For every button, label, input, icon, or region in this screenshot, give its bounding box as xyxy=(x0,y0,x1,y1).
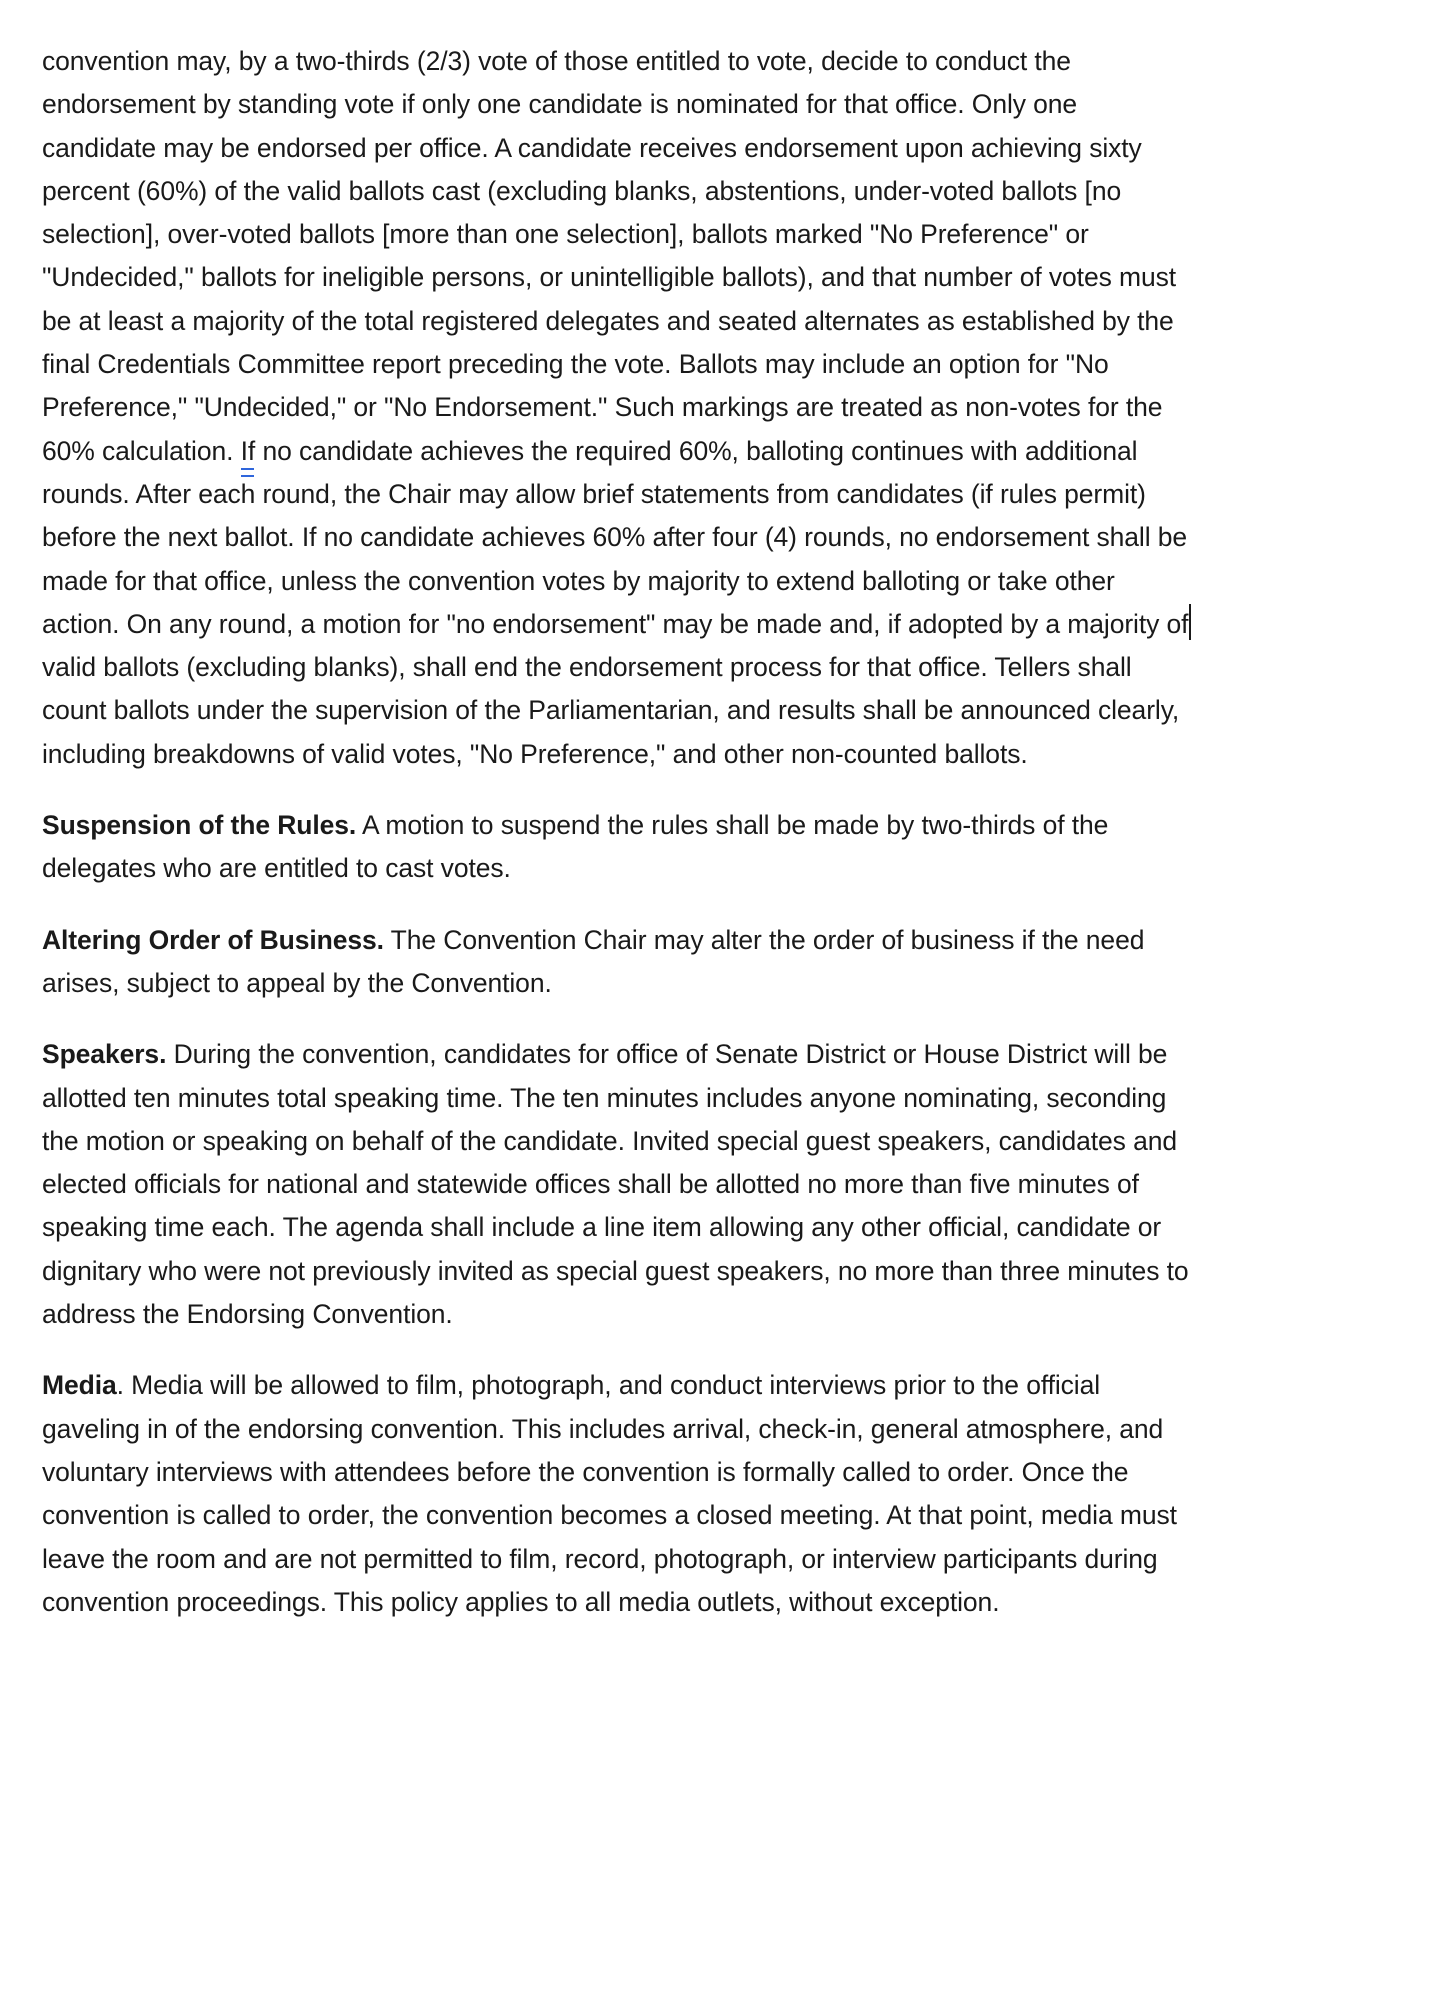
text-line xyxy=(42,256,1410,299)
text-run: endorsement by standing vote if only one candidate is nominated for that office. Only one xyxy=(42,89,1078,120)
text-run: voluntary interviews with attendees before the convention is formally called to order. Once the xyxy=(42,1456,1129,1487)
text-line xyxy=(42,847,1410,890)
text-line xyxy=(42,1033,1410,1076)
text-line xyxy=(42,1120,1410,1163)
text-cursor xyxy=(1189,604,1191,640)
text-line xyxy=(42,804,1410,847)
text-run: including breakdowns of valid votes, "No Preference," and other non-counted ballots. xyxy=(42,738,1028,769)
text-run: 60% calculation. xyxy=(42,435,241,466)
text-run: address the Endorsing Convention. xyxy=(42,1299,453,1330)
paragraph-speakers xyxy=(42,1033,1410,1336)
text-run: The Convention Chair may alter the order of business if the need xyxy=(383,924,1145,955)
text-run: percent (60%) of the valid ballots cast (excluding blanks, abstentions, under-voted ballots [no xyxy=(42,175,1122,206)
text-line xyxy=(42,1293,1410,1336)
text-line xyxy=(42,1250,1410,1293)
paragraph-lead: Media xyxy=(42,1370,117,1401)
text-line xyxy=(42,300,1410,343)
text-line xyxy=(42,473,1410,516)
text-run: be at least a majority of the total registered delegates and seated alternates as established by the xyxy=(42,305,1174,336)
text-line xyxy=(42,40,1410,83)
text-line xyxy=(42,1581,1410,1624)
text-run: selection], over-voted ballots [more than one selection], ballots marked "No Preference" or xyxy=(42,219,1089,250)
text-run: dignitary who were not previously invited as special guest speakers, no more than three minutes to xyxy=(42,1255,1189,1286)
paragraph-lead: Suspension of the Rules. xyxy=(42,810,357,841)
text-line xyxy=(42,1408,1410,1451)
paragraph-endorsement-voting-rules xyxy=(42,40,1410,776)
text-run: no candidate achieves the required 60%, balloting continues with additional xyxy=(255,435,1138,466)
paragraph-altering-order-of-business xyxy=(42,919,1410,1006)
grammar-flagged-word[interactable]: If xyxy=(241,430,256,473)
text-line xyxy=(42,1494,1410,1537)
paragraph-media xyxy=(42,1364,1410,1624)
text-run: convention may, by a two-thirds (2/3) vote of those entitled to vote, decide to conduct the xyxy=(42,46,1071,76)
paragraph-lead: Speakers. xyxy=(42,1039,167,1070)
text-run: arises, subject to appeal by the Convention. xyxy=(42,967,552,998)
text-line xyxy=(42,516,1410,559)
text-line xyxy=(42,1364,1410,1407)
text-run: made for that office, unless the convention votes by majority to extend balloting or take other xyxy=(42,565,1115,596)
text-line xyxy=(42,560,1410,603)
text-line xyxy=(42,733,1410,776)
text-run: leave the room and are not permitted to film, record, photograph, or interview participants during xyxy=(42,1543,1158,1574)
text-line xyxy=(42,83,1410,126)
text-line xyxy=(42,1206,1410,1249)
text-run: valid ballots (excluding blanks), shall end the endorsement process for that office. Tellers shall xyxy=(42,652,1132,683)
text-line xyxy=(42,646,1410,689)
paragraph-suspension-of-the-rules xyxy=(42,804,1410,891)
text-line xyxy=(42,1077,1410,1120)
text-line xyxy=(42,1163,1410,1206)
text-run: the motion or speaking on behalf of the candidate. Invited special guest speakers, candidates and xyxy=(42,1125,1177,1156)
text-run: gaveling in of the endorsing convention. This includes arrival, check-in, general atmosphere, and xyxy=(42,1413,1164,1444)
text-run: convention proceedings. This policy applies to all media outlets, without exception. xyxy=(42,1586,1000,1617)
text-line xyxy=(42,343,1410,386)
text-run: delegates who are entitled to cast votes. xyxy=(42,853,511,884)
text-run: convention is called to order, the convention becomes a closed meeting. At that point, media must xyxy=(42,1500,1177,1531)
text-line xyxy=(42,213,1410,256)
text-run: rounds. After each round, the Chair may allow brief statements from candidates (if rules permit) xyxy=(42,478,1146,509)
text-run: speaking time each. The agenda shall include a line item allowing any other official, candidate or xyxy=(42,1212,1162,1243)
text-line xyxy=(42,430,1410,473)
text-line xyxy=(42,962,1410,1005)
text-line xyxy=(42,127,1410,170)
text-line xyxy=(42,689,1410,732)
text-run: final Credentials Committee report preceding the vote. Ballots may include an option for "No xyxy=(42,349,1109,380)
text-run: A motion to suspend the rules shall be made by two-thirds of the xyxy=(356,810,1109,841)
text-run: count ballots under the supervision of the Parliamentarian, and results shall be announced clearly, xyxy=(42,695,1180,726)
text-line xyxy=(42,1538,1410,1581)
text-line xyxy=(42,919,1410,962)
text-line xyxy=(42,603,1410,646)
text-run: before the next ballot. If no candidate achieves 60% after four (4) rounds, no endorsement shall be xyxy=(42,522,1188,553)
text-line xyxy=(42,1451,1410,1494)
text-run: During the convention, candidates for office of Senate District or House District will be xyxy=(166,1039,1168,1070)
text-run: candidate may be endorsed per office. A candidate receives endorsement upon achieving sixty xyxy=(42,132,1142,163)
text-run: . Media will be allowed to film, photograph, and conduct interviews prior to the official xyxy=(116,1370,1101,1401)
text-run: action. On any round, a motion for "no endorsement" may be made and, if adopted by a majority of xyxy=(42,608,1189,639)
paragraph-lead: Altering Order of Business. xyxy=(42,924,384,955)
text-line xyxy=(42,386,1410,429)
text-line xyxy=(42,170,1410,213)
text-run: allotted ten minutes total speaking time. The ten minutes includes anyone nominating, seconding xyxy=(42,1082,1167,1113)
text-run: elected officials for national and statewide offices shall be allotted no more than five minutes of xyxy=(42,1169,1139,1200)
text-run: Preference," "Undecided," or "No Endorsement." Such markings are treated as non-votes for the xyxy=(42,392,1163,423)
text-run: "Undecided," ballots for ineligible persons, or unintelligible ballots), and that number of votes must xyxy=(42,262,1177,293)
